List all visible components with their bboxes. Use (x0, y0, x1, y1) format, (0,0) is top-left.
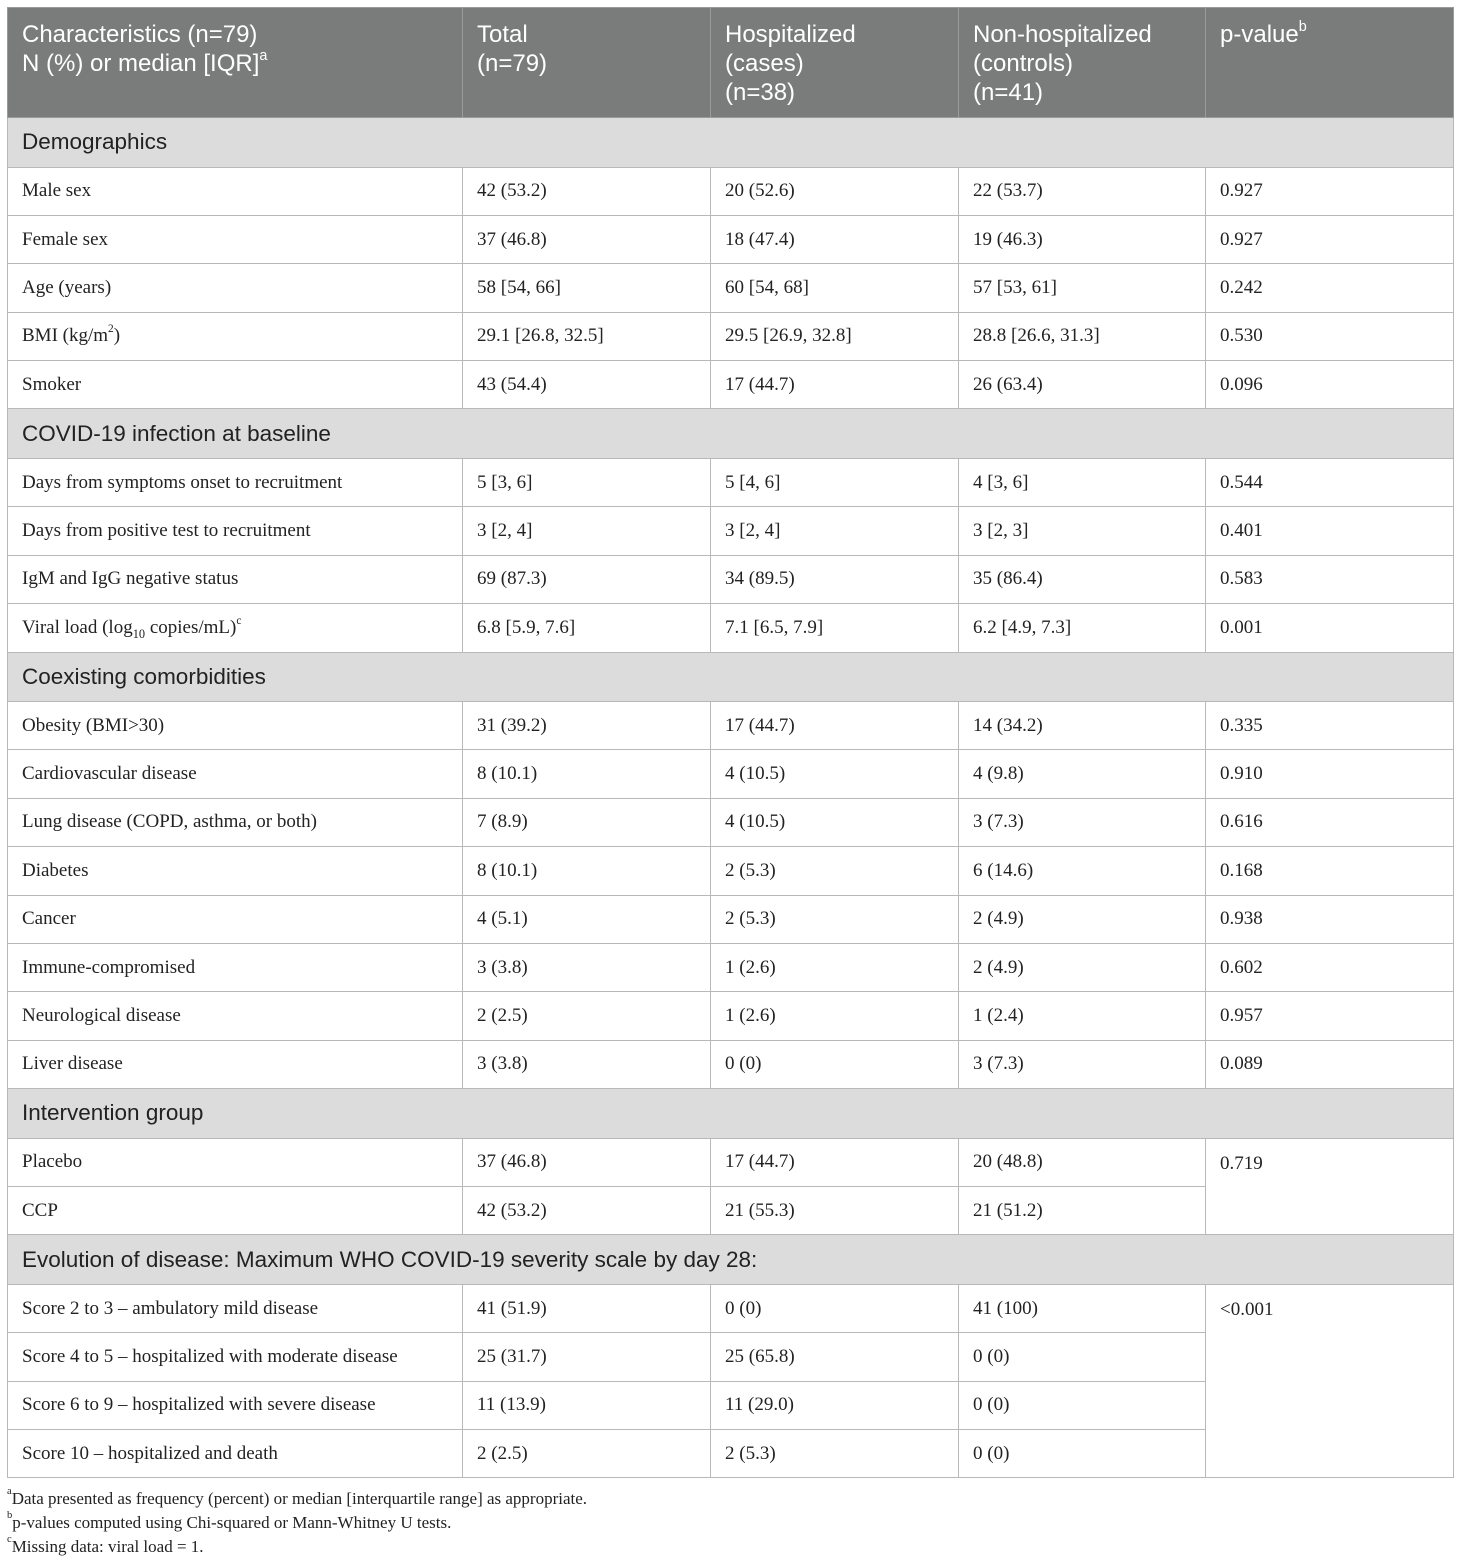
section-title: Intervention group (8, 1089, 1454, 1139)
section-row-covid (8, 409, 1454, 459)
cell-total: 37 (46.8) (463, 1138, 711, 1186)
cell-non-hospitalized: 0 (0) (959, 1333, 1206, 1381)
section-title: Demographics (8, 118, 1454, 168)
cell-hospitalized: 0 (0) (711, 1284, 959, 1332)
row-label: Smoker (8, 361, 463, 409)
section-row-demographics (8, 118, 1454, 168)
cell-p-value: 0.616 (1206, 798, 1454, 846)
footnotes (7, 1487, 587, 1559)
cell-total: 3 (3.8) (463, 943, 711, 991)
footnote-marker-a: a (259, 47, 268, 64)
footnote-text: Data presented as frequency (percent) or median [interquartile range] as appropriate. (11, 1489, 588, 1508)
table-row (8, 847, 1454, 895)
cell-total: 2 (2.5) (463, 992, 711, 1040)
cell-p-value: 0.927 (1206, 167, 1454, 215)
cell-total: 11 (13.9) (463, 1381, 711, 1429)
cell-total: 4 (5.1) (463, 895, 711, 943)
row-label: Cancer (8, 895, 463, 943)
header-total-line1: Total (477, 21, 528, 48)
row-label: Male sex (8, 167, 463, 215)
footnote-marker-c: c (236, 614, 242, 627)
cell-hospitalized: 29.5 [26.9, 32.8] (711, 312, 959, 360)
row-label: Immune-compromised (8, 943, 463, 991)
cell-total: 5 [3, 6] (463, 458, 711, 506)
footnote-mark: a (7, 1485, 12, 1497)
cell-non-hospitalized: 20 (48.8) (959, 1138, 1206, 1186)
cell-p-value: 0.719 (1206, 1138, 1454, 1235)
cell-hospitalized: 17 (44.7) (711, 1138, 959, 1186)
cell-hospitalized: 60 [54, 68] (711, 264, 959, 312)
row-label: Days from symptoms onset to recruitment (8, 458, 463, 506)
cell-non-hospitalized: 28.8 [26.6, 31.3] (959, 312, 1206, 360)
section-row-intervention (8, 1089, 1454, 1139)
cell-total: 43 (54.4) (463, 361, 711, 409)
cell-p-value: 0.544 (1206, 458, 1454, 506)
row-label-text: copies/mL) (145, 616, 237, 638)
row-label-text: ) (113, 325, 121, 347)
header-non-hospitalized-line3: (n=41) (973, 79, 1044, 106)
cell-total: 6.8 [5.9, 7.6] (463, 604, 711, 652)
row-label: Liver disease (8, 1040, 463, 1088)
cell-non-hospitalized: 0 (0) (959, 1381, 1206, 1429)
table-row (8, 895, 1454, 943)
characteristics-table (7, 7, 1454, 1478)
table-row (8, 604, 1454, 652)
row-label (8, 604, 463, 652)
header-non-hospitalized (959, 8, 1206, 118)
cell-total: 8 (10.1) (463, 750, 711, 798)
footnote-text: p-values computed using Chi-squared or Mann-Whitney U tests. (12, 1513, 452, 1532)
cell-p-value: 0.089 (1206, 1040, 1454, 1088)
cell-hospitalized: 2 (5.3) (711, 895, 959, 943)
row-label: Lung disease (COPD, asthma, or both) (8, 798, 463, 846)
table-row (8, 943, 1454, 991)
table-row (8, 215, 1454, 263)
header-p-value (1206, 8, 1454, 118)
cell-non-hospitalized: 6 (14.6) (959, 847, 1206, 895)
footnote-a (7, 1487, 587, 1511)
table-row (8, 312, 1454, 360)
row-label-text: Viral load (log (22, 616, 133, 638)
cell-non-hospitalized: 19 (46.3) (959, 215, 1206, 263)
row-label (8, 312, 463, 360)
row-label: Score 10 – hospitalized and death (8, 1430, 463, 1478)
table-row (8, 702, 1454, 750)
table-row (8, 992, 1454, 1040)
cell-hospitalized: 7.1 [6.5, 7.9] (711, 604, 959, 652)
cell-hospitalized: 2 (5.3) (711, 1430, 959, 1478)
cell-non-hospitalized: 41 (100) (959, 1284, 1206, 1332)
cell-non-hospitalized: 3 (7.3) (959, 798, 1206, 846)
table-row (8, 555, 1454, 603)
cell-p-value: 0.401 (1206, 507, 1454, 555)
cell-non-hospitalized: 3 [2, 3] (959, 507, 1206, 555)
cell-total: 3 (3.8) (463, 1040, 711, 1088)
cell-hospitalized: 3 [2, 4] (711, 507, 959, 555)
cell-total: 37 (46.8) (463, 215, 711, 263)
section-title: Evolution of disease: Maximum WHO COVID-19 severity scale by day 28: (8, 1235, 1454, 1285)
cell-hospitalized: 4 (10.5) (711, 750, 959, 798)
cell-p-value: 0.938 (1206, 895, 1454, 943)
cell-hospitalized: 1 (2.6) (711, 943, 959, 991)
cell-p-value: 0.957 (1206, 992, 1454, 1040)
row-label: Score 4 to 5 – hospitalized with moderate disease (8, 1333, 463, 1381)
cell-hospitalized: 11 (29.0) (711, 1381, 959, 1429)
header-row (8, 8, 1454, 118)
cell-p-value: 0.096 (1206, 361, 1454, 409)
cell-p-value: 0.242 (1206, 264, 1454, 312)
cell-p-value: 0.335 (1206, 702, 1454, 750)
cell-non-hospitalized: 6.2 [4.9, 7.3] (959, 604, 1206, 652)
cell-non-hospitalized: 21 (51.2) (959, 1187, 1206, 1235)
cell-total: 29.1 [26.8, 32.5] (463, 312, 711, 360)
row-label: Placebo (8, 1138, 463, 1186)
row-label: Obesity (BMI>30) (8, 702, 463, 750)
cell-hospitalized: 34 (89.5) (711, 555, 959, 603)
cell-total: 2 (2.5) (463, 1430, 711, 1478)
cell-total: 41 (51.9) (463, 1284, 711, 1332)
header-characteristics-line1: Characteristics (n=79) (22, 21, 258, 48)
table-row (8, 264, 1454, 312)
cell-hospitalized: 20 (52.6) (711, 167, 959, 215)
header-hospitalized-line3: (n=38) (725, 79, 796, 106)
footnote-text: Missing data: viral load = 1. (11, 1537, 204, 1556)
cell-hospitalized: 17 (44.7) (711, 361, 959, 409)
table-row (8, 507, 1454, 555)
header-p-value-text: p-value (1220, 21, 1299, 48)
table-row (8, 458, 1454, 506)
cell-non-hospitalized: 57 [53, 61] (959, 264, 1206, 312)
section-title: Coexisting comorbidities (8, 652, 1454, 702)
cell-p-value: <0.001 (1206, 1284, 1454, 1478)
row-label: Days from positive test to recruitment (8, 507, 463, 555)
row-label: Cardiovascular disease (8, 750, 463, 798)
table-row (8, 1138, 1454, 1186)
cell-non-hospitalized: 3 (7.3) (959, 1040, 1206, 1088)
cell-total: 31 (39.2) (463, 702, 711, 750)
cell-non-hospitalized: 2 (4.9) (959, 943, 1206, 991)
cell-non-hospitalized: 2 (4.9) (959, 895, 1206, 943)
subscript: 10 (132, 626, 146, 641)
cell-non-hospitalized: 4 (9.8) (959, 750, 1206, 798)
header-non-hospitalized-line1: Non-hospitalized (973, 21, 1152, 48)
cell-hospitalized: 0 (0) (711, 1040, 959, 1088)
cell-hospitalized: 5 [4, 6] (711, 458, 959, 506)
cell-p-value: 0.927 (1206, 215, 1454, 263)
section-title: COVID-19 infection at baseline (8, 409, 1454, 459)
row-label-text: BMI (kg/m (22, 325, 109, 347)
header-characteristics-line2: N (%) or median [IQR] (22, 50, 260, 77)
cell-total: 69 (87.3) (463, 555, 711, 603)
row-label: Female sex (8, 215, 463, 263)
cell-non-hospitalized: 4 [3, 6] (959, 458, 1206, 506)
cell-hospitalized: 4 (10.5) (711, 798, 959, 846)
header-total-line2: (n=79) (477, 50, 548, 77)
cell-hospitalized: 21 (55.3) (711, 1187, 959, 1235)
footnote-mark: c (7, 1533, 12, 1545)
cell-non-hospitalized: 26 (63.4) (959, 361, 1206, 409)
cell-p-value: 0.530 (1206, 312, 1454, 360)
cell-total: 7 (8.9) (463, 798, 711, 846)
cell-total: 58 [54, 66] (463, 264, 711, 312)
header-non-hospitalized-line2: (controls) (973, 50, 1074, 77)
footnote-mark: b (7, 1509, 13, 1521)
footnote-c (7, 1535, 587, 1559)
header-total (463, 8, 711, 118)
header-hospitalized (711, 8, 959, 118)
cell-hospitalized: 18 (47.4) (711, 215, 959, 263)
cell-non-hospitalized: 35 (86.4) (959, 555, 1206, 603)
row-label: Neurological disease (8, 992, 463, 1040)
table-row (8, 1040, 1454, 1088)
header-hospitalized-line1: Hospitalized (725, 21, 856, 48)
row-label: CCP (8, 1187, 463, 1235)
cell-non-hospitalized: 22 (53.7) (959, 167, 1206, 215)
cell-hospitalized: 17 (44.7) (711, 702, 959, 750)
cell-hospitalized: 25 (65.8) (711, 1333, 959, 1381)
cell-p-value: 0.168 (1206, 847, 1454, 895)
cell-total: 42 (53.2) (463, 1187, 711, 1235)
cell-total: 25 (31.7) (463, 1333, 711, 1381)
table-row (8, 750, 1454, 798)
cell-p-value: 0.583 (1206, 555, 1454, 603)
cell-p-value: 0.001 (1206, 604, 1454, 652)
row-label: Diabetes (8, 847, 463, 895)
header-hospitalized-line2: (cases) (725, 50, 804, 77)
footnote-marker-b: b (1298, 18, 1307, 35)
cell-total: 8 (10.1) (463, 847, 711, 895)
row-label: Score 6 to 9 – hospitalized with severe disease (8, 1381, 463, 1429)
header-characteristics (8, 8, 463, 118)
cell-hospitalized: 1 (2.6) (711, 992, 959, 1040)
table-row (8, 167, 1454, 215)
cell-non-hospitalized: 1 (2.4) (959, 992, 1206, 1040)
table-row (8, 361, 1454, 409)
section-row-evolution (8, 1235, 1454, 1285)
cell-p-value: 0.602 (1206, 943, 1454, 991)
row-label: IgM and IgG negative status (8, 555, 463, 603)
cell-total: 3 [2, 4] (463, 507, 711, 555)
superscript: 2 (108, 323, 114, 336)
row-label: Score 2 to 3 – ambulatory mild disease (8, 1284, 463, 1332)
cell-non-hospitalized: 14 (34.2) (959, 702, 1206, 750)
cell-hospitalized: 2 (5.3) (711, 847, 959, 895)
table-row (8, 798, 1454, 846)
cell-non-hospitalized: 0 (0) (959, 1430, 1206, 1478)
row-label: Age (years) (8, 264, 463, 312)
cell-total: 42 (53.2) (463, 167, 711, 215)
cell-p-value: 0.910 (1206, 750, 1454, 798)
footnote-b (7, 1511, 587, 1535)
section-row-comorbidities (8, 652, 1454, 702)
table-row (8, 1284, 1454, 1332)
